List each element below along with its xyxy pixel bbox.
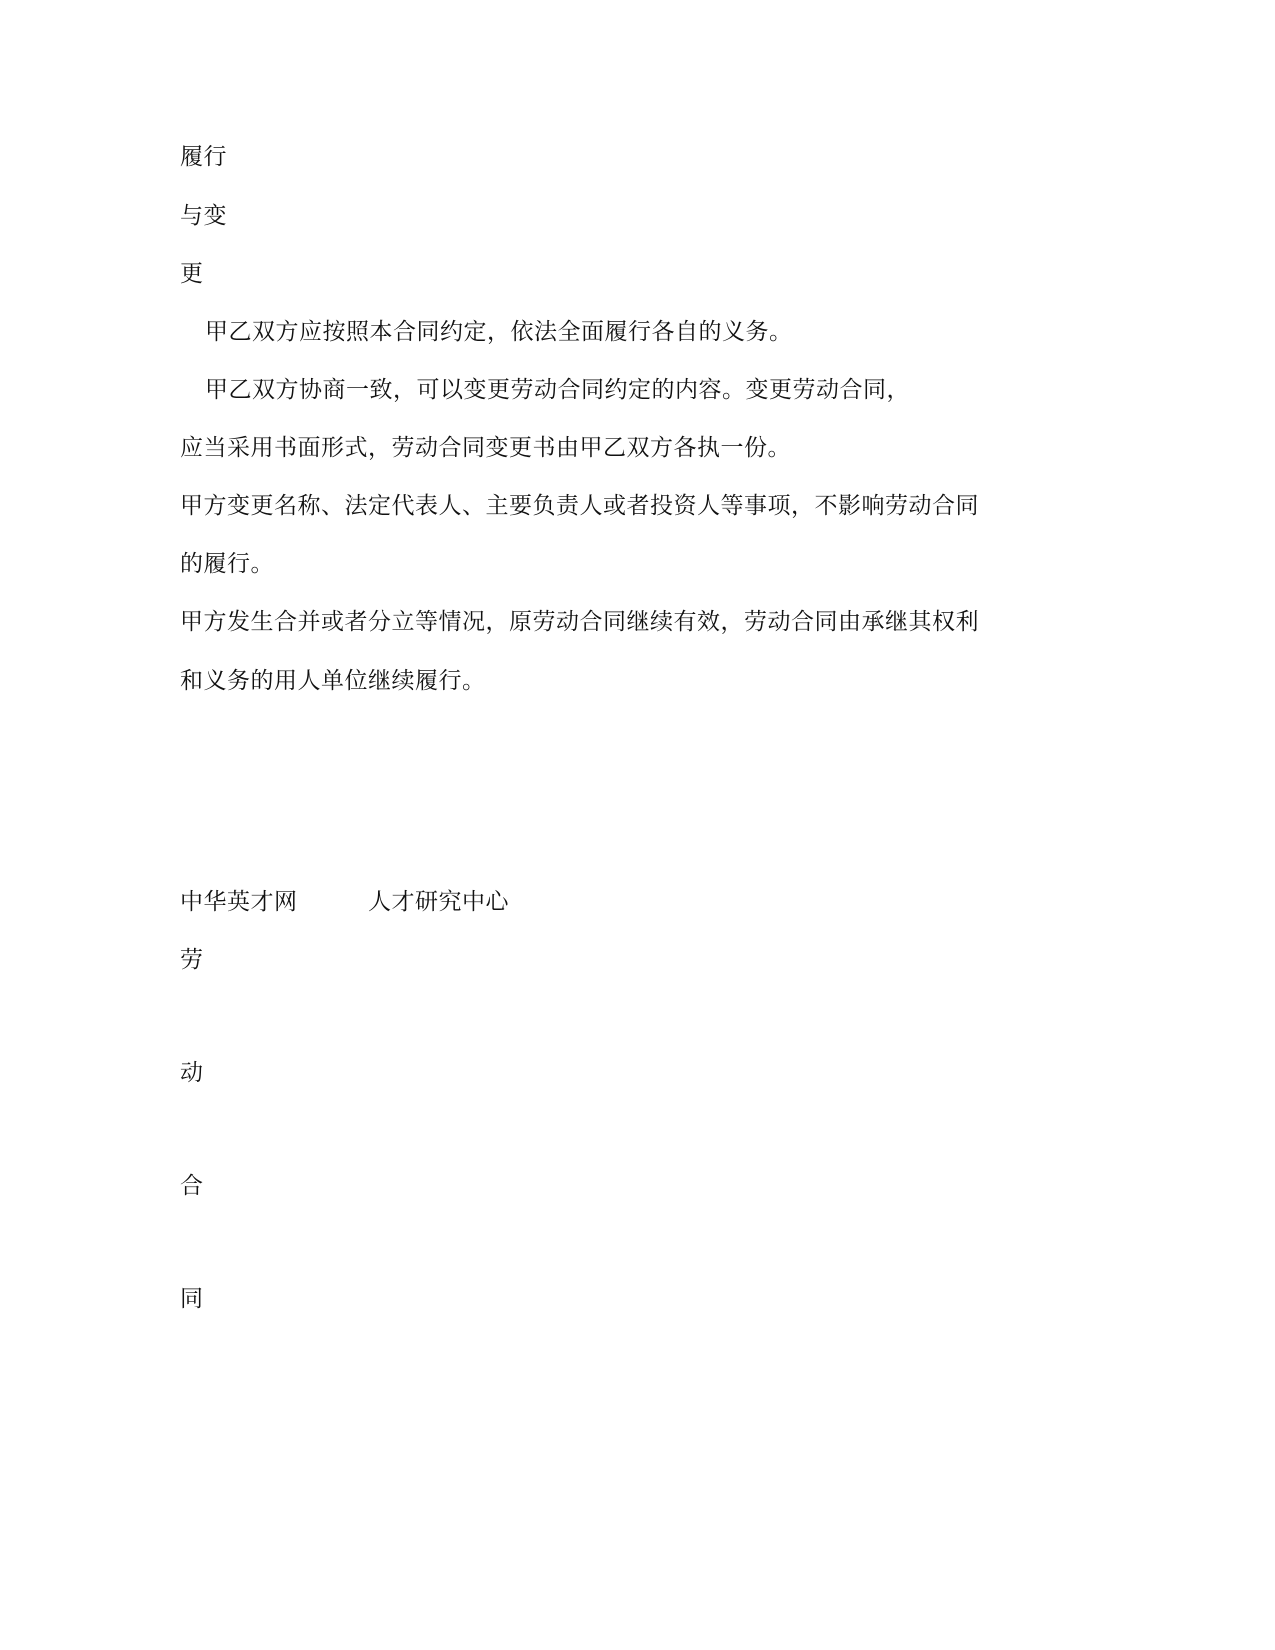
paragraph-4-line-2: 和义务的用人单位继续履行。 [180, 668, 486, 694]
paragraph-3-line-2: 的履行。 [180, 551, 274, 577]
vertical-title-char-1: 劳 [180, 947, 204, 973]
vertical-title-char-4: 同 [180, 1286, 204, 1312]
vertical-title-char-3: 合 [180, 1173, 204, 1199]
footer-org: 中华英才网 [180, 889, 298, 915]
heading-line-3: 更 [180, 261, 204, 287]
paragraph-1: 甲乙双方应按照本合同约定，依法全面履行各自的义务。 [205, 319, 793, 345]
footer-dept: 人才研究中心 [368, 889, 509, 915]
paragraph-2-line-1: 甲乙双方协商一致，可以变更劳动合同约定的内容。变更劳动合同， [205, 377, 910, 403]
paragraph-4-line-1: 甲方发生合并或者分立等情况，原劳动合同继续有效，劳动合同由承继其权利 [180, 609, 979, 635]
vertical-title-char-2: 动 [180, 1060, 204, 1086]
paragraph-3-line-1: 甲方变更名称、法定代表人、主要负责人或者投资人等事项，不影响劳动合同 [180, 493, 979, 519]
heading-line-2: 与变 [180, 203, 227, 229]
paragraph-2-line-2: 应当采用书面形式，劳动合同变更书由甲乙双方各执一份。 [180, 435, 791, 461]
heading-line-1: 履行 [180, 144, 227, 170]
